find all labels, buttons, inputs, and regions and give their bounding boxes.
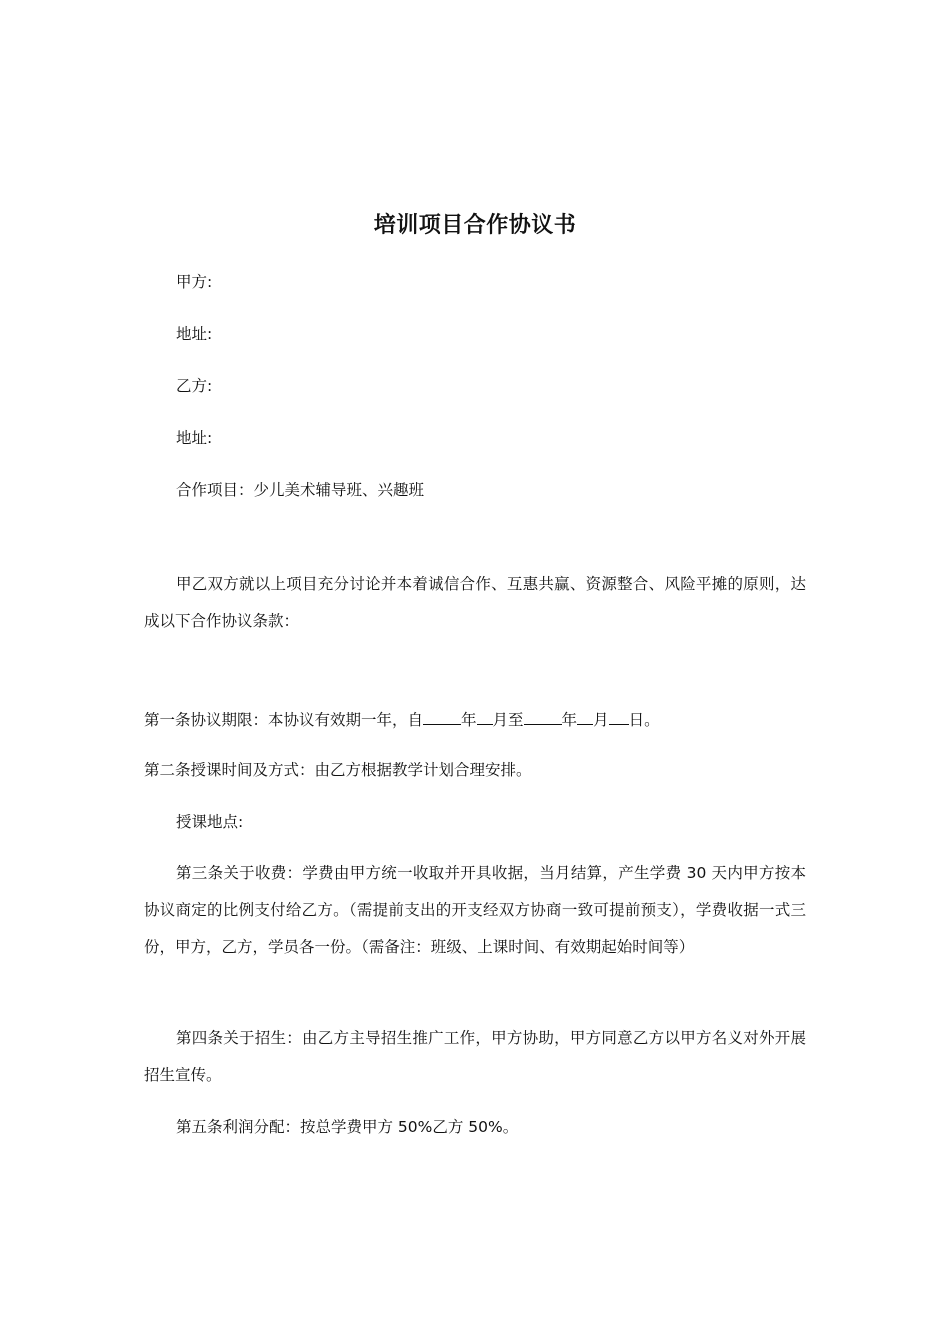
address-b-label: 地址: [176,429,213,447]
year-blank-1 [423,708,461,725]
month-blank-1 [477,708,493,725]
project-line: 合作项目：少儿美术辅导班、兴趣班 [176,481,425,499]
intro-paragraph: 甲乙双方就以上项目充分讨论并本着诚信合作、互惠共赢、资源整合、风险平摊的原则，达成以下合作协议条款： [144,575,806,630]
address-a-label: 地址: [176,325,213,343]
party-a-label: 甲方: [176,273,213,291]
article-1-day: 日。 [628,711,660,729]
article-1-month-2: 月 [593,711,609,729]
article-2: 第二条授课时间及方式：由乙方根据教学计划合理安排。 [144,761,532,779]
year-blank-2 [524,708,562,725]
month-blank-2 [577,708,593,725]
article-1-month-1: 月至 [492,711,524,729]
article-3: 第三条关于收费：学费由甲方统一收取并开具收据，当月结算，产生学费 30 天内甲方按本协议商定的比例支付给乙方。（需提前支出的开支经双方协商一致可提前预支），学费收据一式三份，甲方，乙方，学员各一份。（需备注：班级、上课时间、有效期起始时间等） [144,864,806,956]
document-title: 培训项目合作协议书 [373,213,577,238]
article-1-year-2: 年 [561,711,578,729]
day-blank [609,708,629,725]
article-1-year-1: 年 [461,711,477,729]
article-1 [144,708,660,730]
teaching-location-label: 授课地点: [176,813,244,831]
article-4: 第四条关于招生：由乙方主导招生推广工作，甲方协助，甲方同意乙方以甲方名义对外开展招生宣传。 [144,1029,806,1084]
party-b-label: 乙方: [176,377,213,395]
article-1-prefix: 第一条协议期限：本协议有效期一年，自 [144,711,424,729]
article-5: 第五条利润分配：按总学费甲方 50%乙方 50%。 [176,1118,519,1136]
